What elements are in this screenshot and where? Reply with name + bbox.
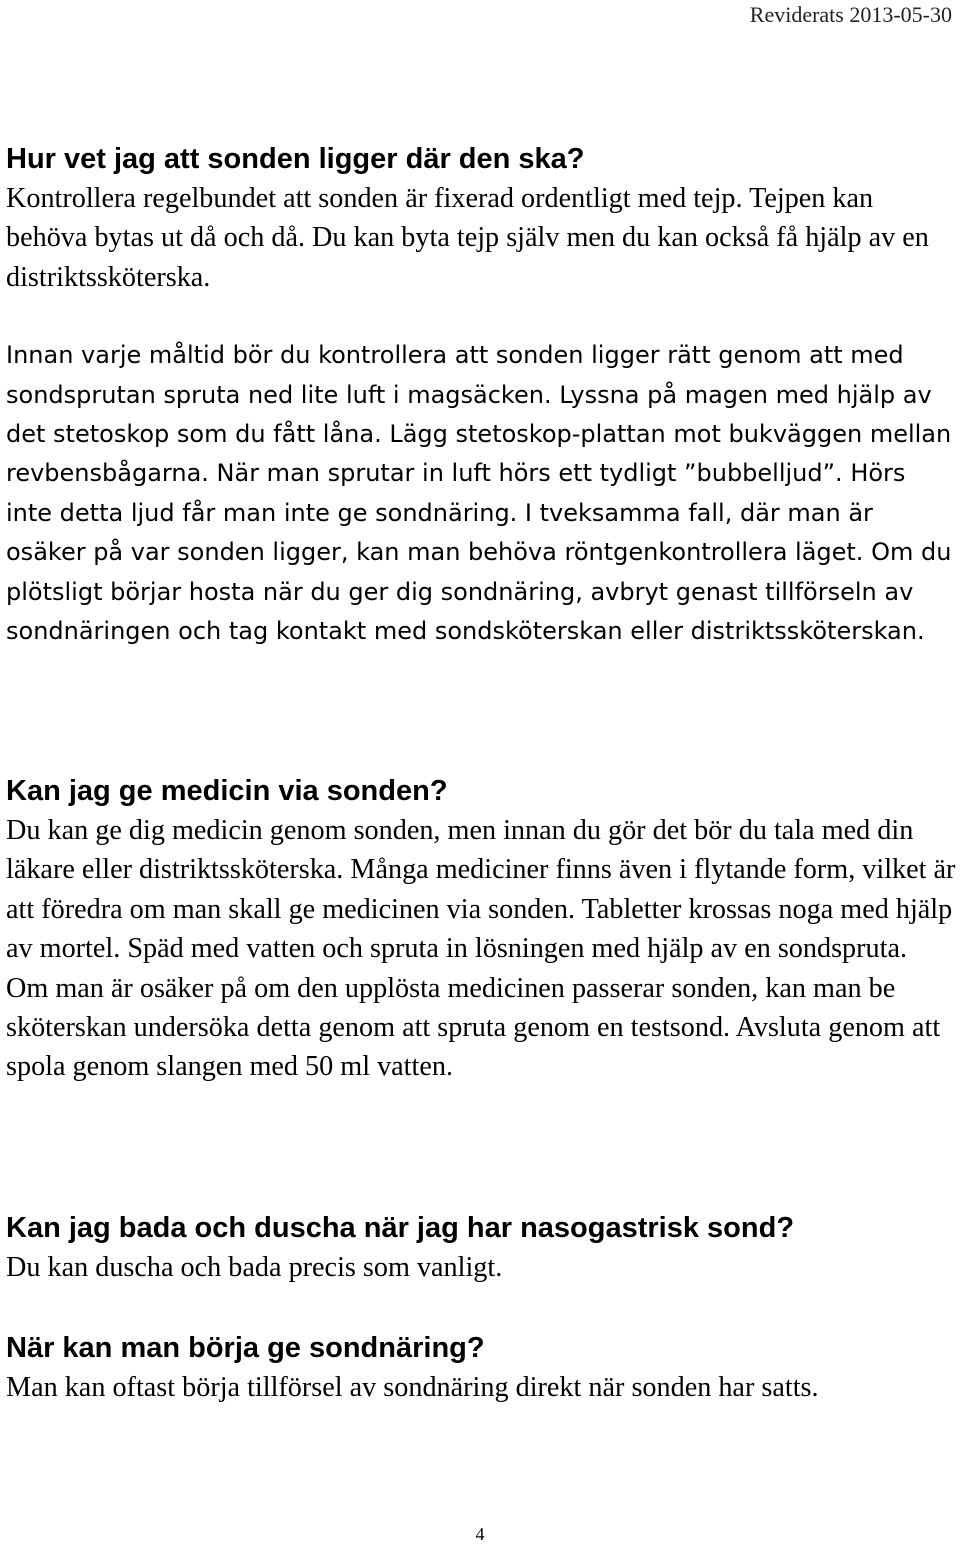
section-heading: Kan jag bada och duscha när jag har nasogastrisk sond? (6, 1212, 795, 1244)
section-start-feeding (6, 1328, 956, 1407)
section-bathing (6, 1208, 956, 1287)
section-heading: När kan man börja ge sondnäring? (6, 1332, 485, 1364)
paragraph-start-feeding: Man kan oftast börja tillförsel av sondnäring direkt när sonden har satts. (6, 1372, 819, 1403)
paragraph-bathing: Du kan duscha och bada precis som vanligt. (6, 1252, 503, 1283)
section-heading: Kan jag ge medicin via sonden? (6, 775, 448, 807)
paragraph-medicine: Du kan ge dig medicin genom sonden, men innan du gör det bör du tala med din läkare eller distriktssköterska. Många mediciner finns även i flytande form, vilket är att föredra om man skall ge medicinen via sonden. Tabletter krossas noga med hjälp av mortel. Späd med vatten och spruta in lösningen med hjälp av en sondspruta. Om man är osäker på om den upplösta medicinen passerar sonden, kan man be sköterskan undersöka detta genom att spruta genom en testsond. Avsluta genom att spola genom slangen med 50 ml vatten. (6, 815, 956, 1083)
section-tube-position (6, 139, 956, 651)
section-heading: Hur vet jag att sonden ligger där den ska? (6, 143, 585, 175)
paragraph-position-check: Innan varje måltid bör du kontrollera att sonden ligger rätt genom att med sondsprutan spruta ned lite luft i magsäcken. Lyssna på magen med hjälp av det stetoskop som du fått låna. Lägg stetoskop-plattan mot bukväggen mellan revbensbågarna. När man sprutar in luft hörs ett tydligt ”bubbelljud”. Hörs inte detta ljud får man inte ge sondnäring. I tveksamma fall, där man är osäker på var sonden ligger, kan man behöva röntgenkontrollera läget. Om du plötsligt börjar hosta när du ger dig sondnäring, avbryt genast tillförseln av sondnäringen och tag kontakt med sondsköterskan eller distriktssköterskan. (6, 341, 952, 646)
section-medicine (6, 771, 956, 1087)
page-number: 4 (475, 1524, 485, 1544)
paragraph-tape-check: Kontrollera regelbundet att sonden är fixerad ordentligt med tejp. Tejpen kan behöva bytas ut då och då. Du kan byta tejp själv men du kan också få hjälp av en distriktssköterska. (6, 183, 929, 293)
revision-date: Reviderats 2013-05-30 (749, 2, 952, 27)
